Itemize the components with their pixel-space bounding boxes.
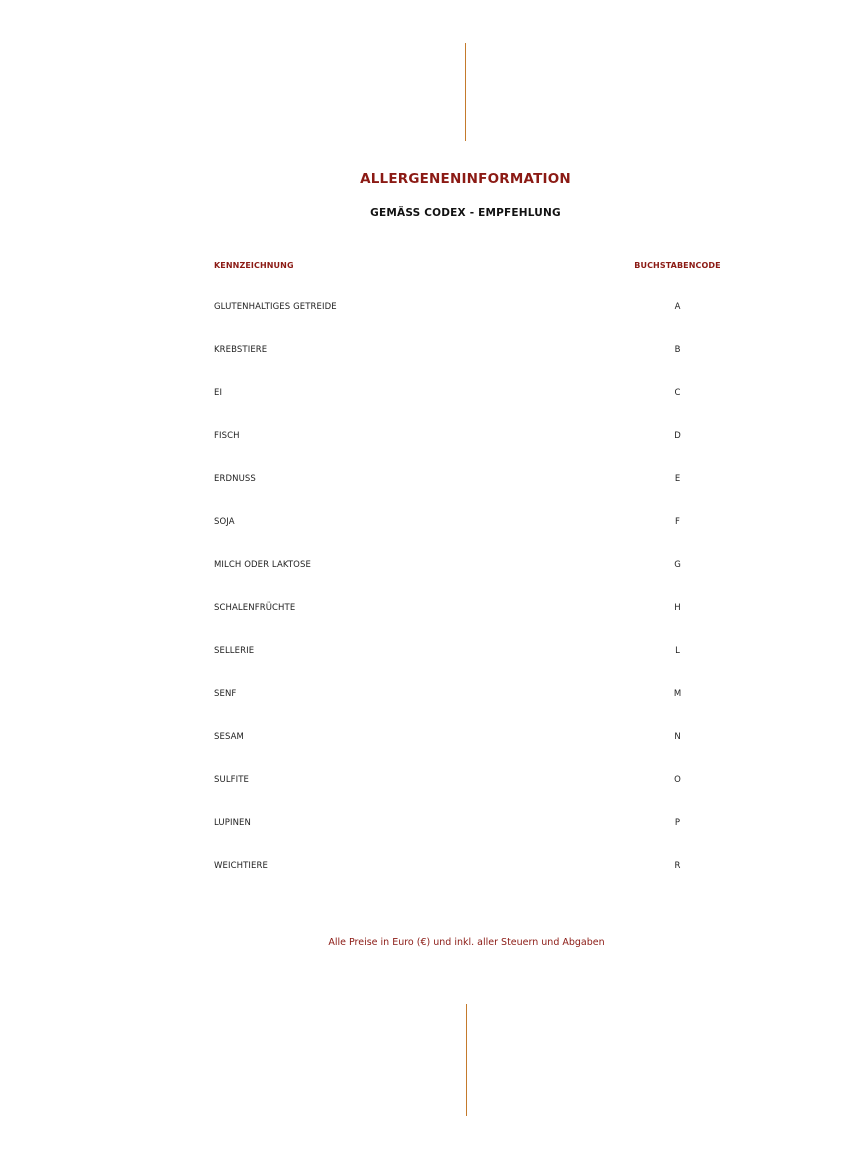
- table-row: [214, 474, 726, 517]
- bottom-divider-line: [466, 1004, 467, 1116]
- table-row: [214, 388, 726, 431]
- page-subtitle: GEMÄSS CODEX - EMPFEHLUNG: [370, 207, 561, 219]
- table-row: [214, 345, 726, 388]
- table-row: [214, 431, 726, 474]
- allergen-name: SOJA: [214, 517, 235, 527]
- table-row: [214, 689, 726, 732]
- allergen-code: M: [673, 689, 682, 699]
- allergen-table: [214, 302, 726, 904]
- allergen-name: MILCH ODER LAKTOSE: [214, 560, 311, 570]
- allergen-name: SESAM: [214, 732, 244, 742]
- allergen-name: SULFITE: [214, 775, 250, 785]
- table-row: [214, 603, 726, 646]
- allergen-code: E: [674, 474, 681, 484]
- allergen-code: B: [674, 345, 681, 355]
- allergen-name: FISCH: [214, 431, 240, 441]
- table-row: [214, 517, 726, 560]
- allergen-code: P: [674, 818, 681, 828]
- price-footnote: Alle Preise in Euro (€) und inkl. aller Steuern und Abgaben: [328, 937, 605, 948]
- page-title: ALLERGENENINFORMATION: [360, 171, 571, 187]
- allergen-name: SELLERIE: [214, 646, 255, 656]
- top-divider-line: [465, 43, 466, 141]
- allergen-code: F: [675, 517, 680, 527]
- allergen-code: L: [675, 646, 680, 656]
- allergen-name: EI: [214, 388, 223, 398]
- allergen-code: A: [674, 302, 681, 312]
- table-row: [214, 818, 726, 861]
- allergen-name: SENF: [214, 689, 237, 699]
- allergen-name: ERDNUSS: [214, 474, 256, 484]
- allergen-name: GLUTENHALTIGES GETREIDE: [214, 302, 337, 312]
- allergen-code: G: [674, 560, 681, 570]
- column-header-code: BUCHSTABENCODE: [634, 261, 721, 270]
- allergen-code: H: [674, 603, 681, 613]
- table-row: [214, 560, 726, 603]
- table-row: [214, 861, 726, 904]
- table-row: [214, 775, 726, 818]
- allergen-name: SCHALENFRÜCHTE: [214, 603, 296, 613]
- column-header-label: KENNZEICHNUNG: [214, 261, 294, 270]
- table-row: [214, 302, 726, 345]
- allergen-code: O: [674, 775, 681, 785]
- table-row: [214, 646, 726, 689]
- allergen-code: N: [674, 732, 681, 742]
- allergen-name: WEICHTIERE: [214, 861, 268, 871]
- allergen-name: KREBSTIERE: [214, 345, 268, 355]
- allergen-code: R: [674, 861, 681, 871]
- allergen-code: D: [674, 431, 681, 441]
- allergen-code: C: [674, 388, 681, 398]
- table-row: [214, 732, 726, 775]
- allergen-name: LUPINEN: [214, 818, 251, 828]
